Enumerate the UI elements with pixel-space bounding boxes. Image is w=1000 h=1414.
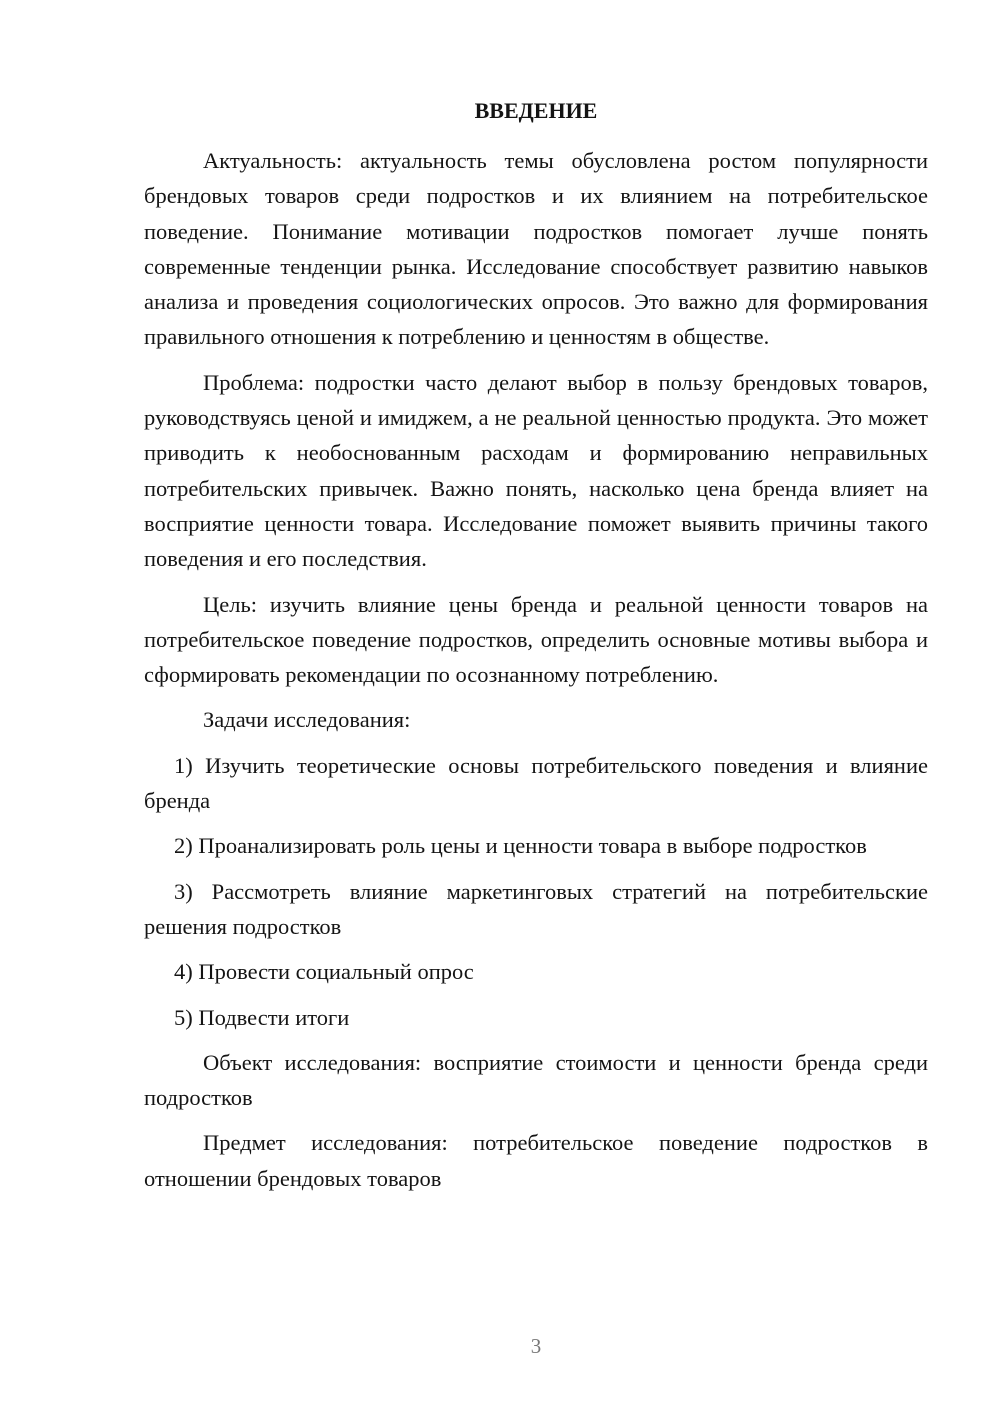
subject-paragraph: Предмет исследования: потребительское поведение подростков в отношении брендовых товаров — [144, 1130, 928, 1191]
tasks-heading: Задачи исследования: — [203, 707, 411, 733]
problem-paragraph: Проблема: подростки часто делают выбор в пользу брендовых товаров, руководствуясь ценой и имиджем, а не реальной ценностью продукта. Это может приводить к необоснованным расходам и формированию неправильных потребительских привычек. Важно понять, насколько цена бренда влияет на восприятие ценности товара. Исследование поможет выявить причины такого поведения и его последствия. — [144, 369, 928, 572]
task-item: 1) Изучить теоретические основы потребительского поведения и влияние бренда — [144, 752, 928, 814]
page-title: ВВЕДЕНИЕ — [474, 98, 598, 123]
task-item: 3) Рассмотреть влияние маркетинговых стратегий на потребительские решения подростков — [144, 878, 928, 939]
task-item: 4) Провести социальный опрос — [174, 959, 474, 985]
relevance-paragraph: Актуальность: актуальность темы обусловлена ростом популярности брендовых товаров среди подростков и их влиянием на потребительское поведение. Понимание мотивации подростков помогает лучше понять современные тенденции рынка. Исследование способствует развитию навыков анализа и проведения социологических опросов. Это важно для формирования правильного отношения к потреблению и ценностям в обществе. — [144, 148, 928, 350]
task-item: 2) Проанализировать роль цены и ценности товара в выборе подростков — [174, 833, 867, 859]
document-body — [144, 96, 928, 1206]
object-paragraph: Объект исследования: восприятие стоимости и ценности бренда среди подростков — [144, 1049, 928, 1111]
page-number: 3 — [530, 1334, 542, 1358]
tasks-list — [144, 748, 928, 1035]
task-item: 5) Подвести итоги — [174, 1004, 350, 1030]
goal-paragraph: Цель: изучить влияние цены бренда и реальной ценности товаров на потребительское поведение подростков, определить основные мотивы выбора и сформировать рекомендации по осознанному потреблению. — [144, 591, 928, 688]
